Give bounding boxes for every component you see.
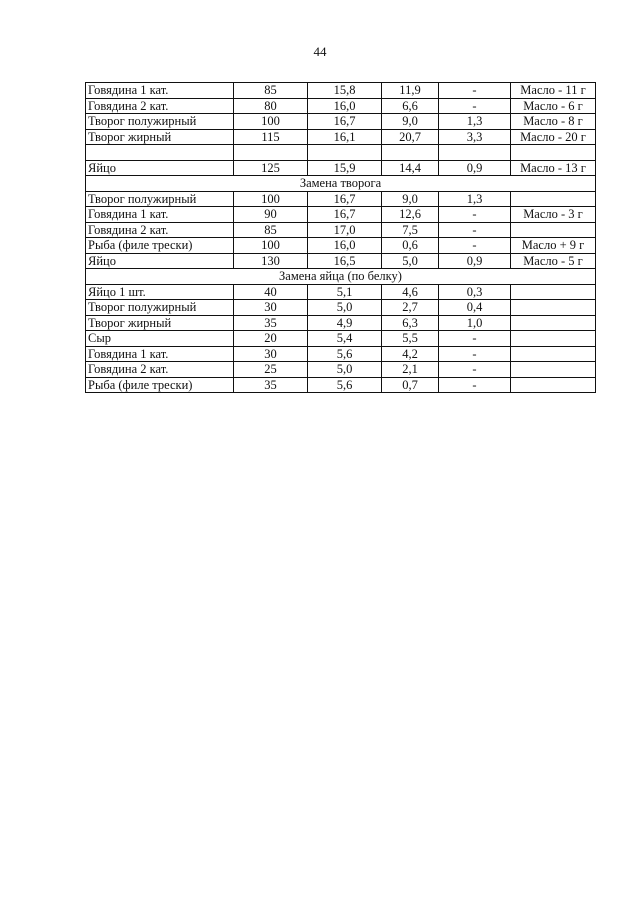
protein-cell: 5,0	[308, 362, 382, 378]
weight-cell: 35	[234, 377, 308, 393]
fat-cell: 7,5	[382, 222, 439, 238]
food-name-cell: Яйцо	[86, 160, 234, 176]
table-row	[86, 238, 596, 254]
protein-cell	[308, 145, 382, 161]
weight-cell: 80	[234, 98, 308, 114]
fat-cell: 9,0	[382, 114, 439, 130]
carbs-cell: -	[439, 377, 511, 393]
food-name-cell: Творог полужирный	[86, 191, 234, 207]
adjustment-note-cell	[511, 284, 596, 300]
carbs-cell: 0,4	[439, 300, 511, 316]
carbs-cell: 1,3	[439, 114, 511, 130]
weight-cell: 20	[234, 331, 308, 347]
protein-cell: 4,9	[308, 315, 382, 331]
table-row	[86, 377, 596, 393]
fat-cell: 2,7	[382, 300, 439, 316]
carbs-cell: 0,9	[439, 160, 511, 176]
fat-cell: 5,5	[382, 331, 439, 347]
table-row	[86, 191, 596, 207]
fat-cell: 14,4	[382, 160, 439, 176]
adjustment-note-cell	[511, 222, 596, 238]
weight-cell: 130	[234, 253, 308, 269]
weight-cell: 100	[234, 238, 308, 254]
table-row	[86, 315, 596, 331]
adjustment-note-cell: Масло + 9 г	[511, 238, 596, 254]
fat-cell: 0,7	[382, 377, 439, 393]
table-row	[86, 114, 596, 130]
protein-cell: 16,0	[308, 238, 382, 254]
fat-cell: 5,0	[382, 253, 439, 269]
carbs-cell: -	[439, 346, 511, 362]
protein-cell: 16,0	[308, 98, 382, 114]
food-name-cell: Творог полужирный	[86, 114, 234, 130]
fat-cell: 0,6	[382, 238, 439, 254]
food-substitution-table	[85, 82, 596, 393]
adjustment-note-cell: Масло - 5 г	[511, 253, 596, 269]
table-row	[86, 253, 596, 269]
weight-cell: 115	[234, 129, 308, 145]
fat-cell: 9,0	[382, 191, 439, 207]
table-row	[86, 346, 596, 362]
section-header-row	[86, 269, 596, 285]
weight-cell: 125	[234, 160, 308, 176]
protein-cell: 16,7	[308, 207, 382, 223]
food-name-cell: Рыба (филе трески)	[86, 377, 234, 393]
carbs-cell: 3,3	[439, 129, 511, 145]
weight-cell: 90	[234, 207, 308, 223]
table-row	[86, 145, 596, 161]
food-name-cell: Говядина 1 кат.	[86, 83, 234, 99]
protein-cell: 5,6	[308, 377, 382, 393]
carbs-cell: -	[439, 83, 511, 99]
food-name-cell	[86, 145, 234, 161]
weight-cell: 85	[234, 83, 308, 99]
table-row	[86, 129, 596, 145]
food-name-cell: Говядина 2 кат.	[86, 362, 234, 378]
adjustment-note-cell	[511, 191, 596, 207]
carbs-cell: -	[439, 331, 511, 347]
food-name-cell: Сыр	[86, 331, 234, 347]
food-name-cell: Рыба (филе трески)	[86, 238, 234, 254]
fat-cell: 12,6	[382, 207, 439, 223]
adjustment-note-cell	[511, 300, 596, 316]
adjustment-note-cell	[511, 346, 596, 362]
food-name-cell: Говядина 2 кат.	[86, 98, 234, 114]
food-name-cell: Творог полужирный	[86, 300, 234, 316]
protein-cell: 15,9	[308, 160, 382, 176]
table-row	[86, 222, 596, 238]
carbs-cell: -	[439, 362, 511, 378]
carbs-cell: 0,3	[439, 284, 511, 300]
carbs-cell: -	[439, 98, 511, 114]
table-row	[86, 207, 596, 223]
adjustment-note-cell: Масло - 13 г	[511, 160, 596, 176]
weight-cell: 25	[234, 362, 308, 378]
table-row	[86, 331, 596, 347]
weight-cell: 40	[234, 284, 308, 300]
protein-cell: 5,0	[308, 300, 382, 316]
table-row	[86, 362, 596, 378]
adjustment-note-cell	[511, 331, 596, 347]
table-body	[86, 83, 596, 393]
protein-cell: 5,1	[308, 284, 382, 300]
weight-cell: 100	[234, 191, 308, 207]
food-name-cell: Говядина 1 кат.	[86, 346, 234, 362]
table-row	[86, 98, 596, 114]
fat-cell: 20,7	[382, 129, 439, 145]
protein-cell: 16,5	[308, 253, 382, 269]
protein-cell: 5,6	[308, 346, 382, 362]
table-row	[86, 300, 596, 316]
fat-cell	[382, 145, 439, 161]
weight-cell	[234, 145, 308, 161]
fat-cell: 6,3	[382, 315, 439, 331]
carbs-cell: 0,9	[439, 253, 511, 269]
protein-cell: 16,7	[308, 191, 382, 207]
food-name-cell: Творог жирный	[86, 315, 234, 331]
fat-cell: 6,6	[382, 98, 439, 114]
table-row	[86, 160, 596, 176]
adjustment-note-cell: Масло - 8 г	[511, 114, 596, 130]
adjustment-note-cell: Масло - 11 г	[511, 83, 596, 99]
page-number: 44	[313, 44, 327, 59]
carbs-cell: 1,0	[439, 315, 511, 331]
adjustment-note-cell: Масло - 3 г	[511, 207, 596, 223]
section-title: Замена творога	[86, 176, 596, 192]
carbs-cell: -	[439, 238, 511, 254]
adjustment-note-cell: Масло - 6 г	[511, 98, 596, 114]
fat-cell: 2,1	[382, 362, 439, 378]
weight-cell: 30	[234, 346, 308, 362]
section-title: Замена яйца (по белку)	[86, 269, 596, 285]
adjustment-note-cell	[511, 362, 596, 378]
protein-cell: 15,8	[308, 83, 382, 99]
adjustment-note-cell	[511, 315, 596, 331]
adjustment-note-cell: Масло - 20 г	[511, 129, 596, 145]
adjustment-note-cell	[511, 145, 596, 161]
protein-cell: 16,7	[308, 114, 382, 130]
food-name-cell: Яйцо	[86, 253, 234, 269]
food-name-cell: Творог жирный	[86, 129, 234, 145]
carbs-cell	[439, 145, 511, 161]
table-row	[86, 83, 596, 99]
weight-cell: 100	[234, 114, 308, 130]
carbs-cell: -	[439, 207, 511, 223]
weight-cell: 35	[234, 315, 308, 331]
weight-cell: 30	[234, 300, 308, 316]
food-name-cell: Яйцо 1 шт.	[86, 284, 234, 300]
fat-cell: 11,9	[382, 83, 439, 99]
protein-cell: 5,4	[308, 331, 382, 347]
carbs-cell: -	[439, 222, 511, 238]
protein-cell: 17,0	[308, 222, 382, 238]
carbs-cell: 1,3	[439, 191, 511, 207]
protein-cell: 16,1	[308, 129, 382, 145]
fat-cell: 4,2	[382, 346, 439, 362]
table-row	[86, 284, 596, 300]
fat-cell: 4,6	[382, 284, 439, 300]
section-header-row	[86, 176, 596, 192]
food-name-cell: Говядина 2 кат.	[86, 222, 234, 238]
weight-cell: 85	[234, 222, 308, 238]
food-name-cell: Говядина 1 кат.	[86, 207, 234, 223]
adjustment-note-cell	[511, 377, 596, 393]
